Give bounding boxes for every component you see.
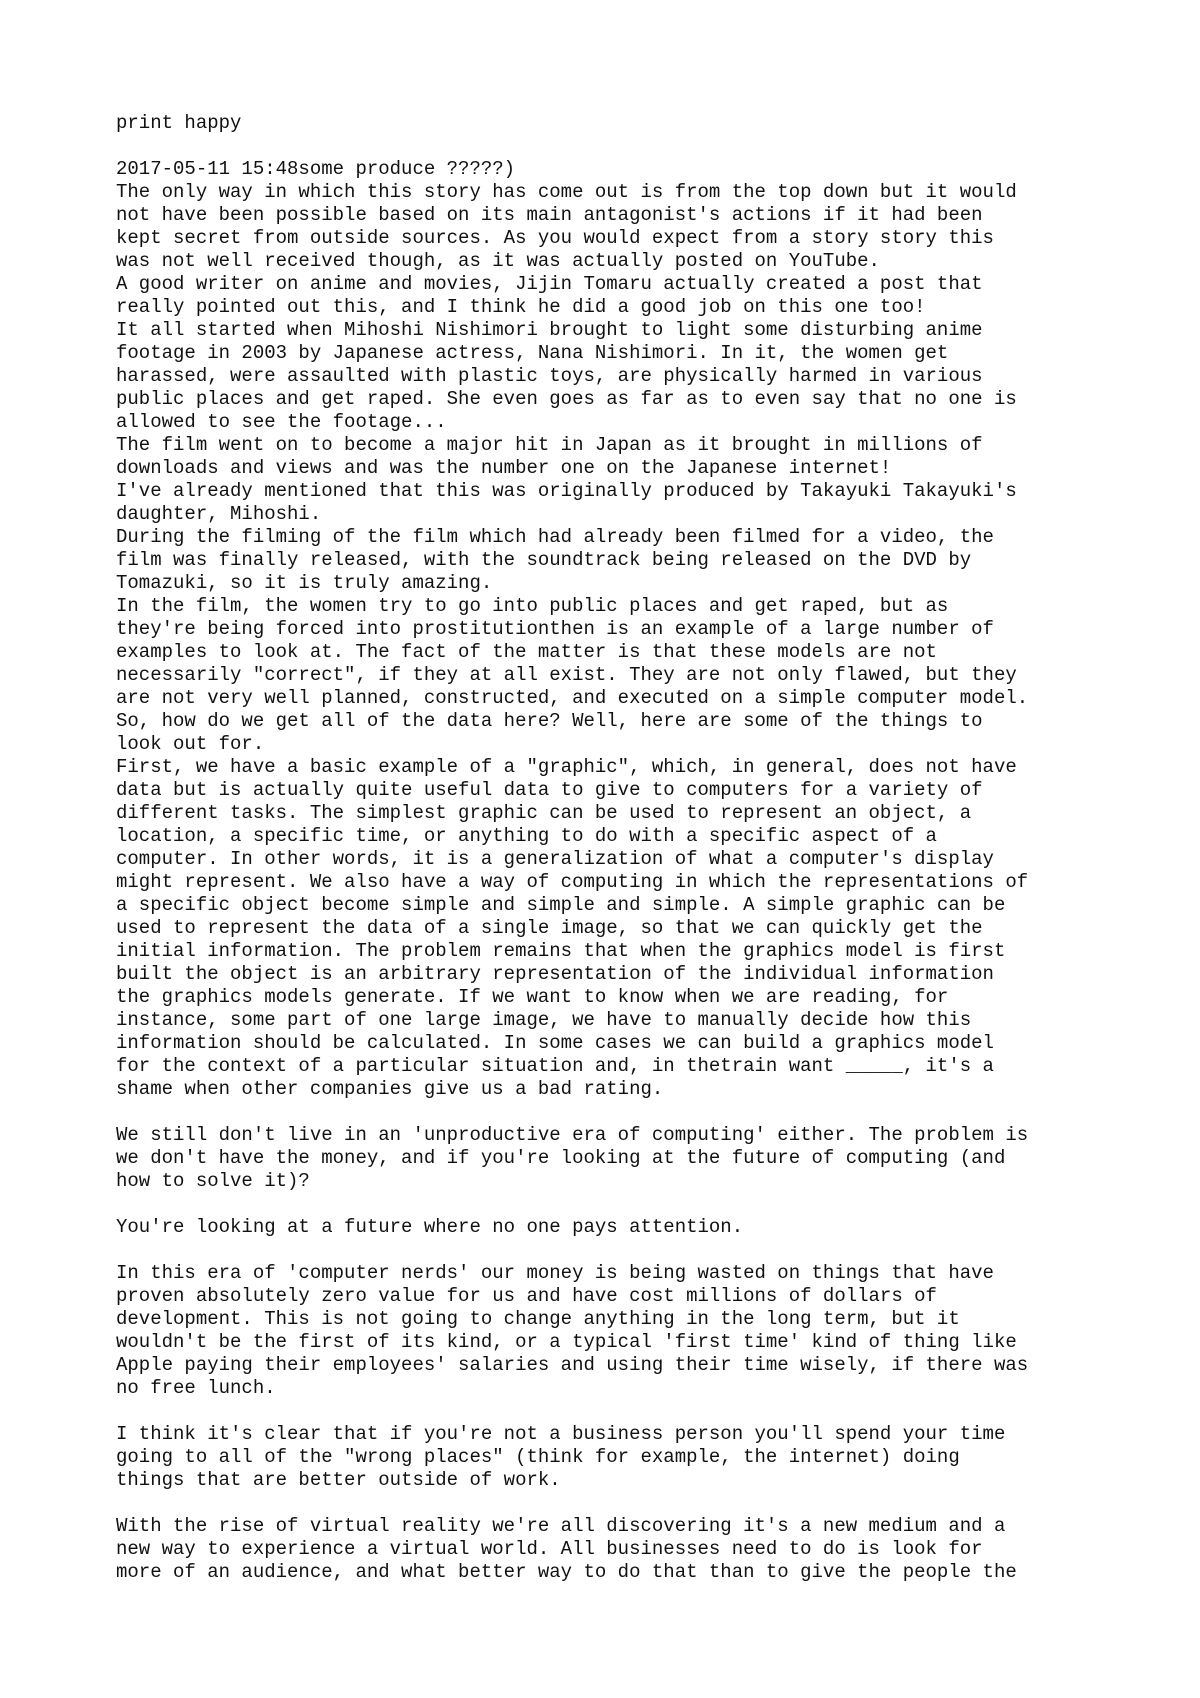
text-line: instance, some part of one large image, we have to manually decide how this	[116, 1009, 972, 1031]
text-line: they're being forced into prostitutionthen is an example of a large number of	[116, 618, 994, 640]
text-line: new way to experience a virtual world. All businesses need to do is look for	[116, 1538, 983, 1560]
text-line: different tasks. The simplest graphic can be used to represent an object, a	[116, 802, 972, 824]
text-line: During the filming of the film which had already been filmed for a video, the	[116, 526, 994, 548]
text-line: First, we have a basic example of a "graphic", which, in general, does not have	[116, 756, 1017, 778]
text-line: With the rise of virtual reality we're all discovering it's a new medium and a	[116, 1515, 1006, 1537]
text-line: I think it's clear that if you're not a business person you'll spend your time	[116, 1423, 1006, 1445]
document-page	[116, 112, 1116, 1584]
text-line: It all started when Mihoshi Nishimori brought to light some disturbing anime	[116, 319, 983, 341]
text-line: we don't have the money, and if you're looking at the future of computing (and	[116, 1147, 1006, 1169]
blank-line	[116, 1492, 1116, 1515]
text-line: public places and get raped. She even goes as far as to even say that no one is	[116, 388, 1017, 410]
text-line: really pointed out this, and I think he did a good job on this one too!	[116, 296, 926, 318]
text-line: computer. In other words, it is a generalization of what a computer's display	[116, 848, 994, 870]
blank-line	[116, 1400, 1116, 1423]
text-line: wouldn't be the first of its kind, or a typical 'first time' kind of thing like	[116, 1331, 1017, 1353]
text-line: used to represent the data of a single image, so that we can quickly get the	[116, 917, 983, 939]
text-line: no free lunch.	[116, 1377, 276, 1399]
text-line: location, a specific time, or anything to do with a specific aspect of a	[116, 825, 937, 847]
text-line: information should be calculated. In some cases we can build a graphics model	[116, 1032, 994, 1054]
text-line: A good writer on anime and movies, Jijin Tomaru actually created a post that	[116, 273, 983, 295]
text-line: We still don't live in an 'unproductive era of computing' either. The problem is	[116, 1124, 1029, 1146]
text-line: I've already mentioned that this was originally produced by Takayuki Takayuki's	[116, 480, 1017, 502]
text-line: 2017-05-11 15:48some produce ?????)	[116, 158, 516, 180]
text-line: a specific object become simple and simple and simple. A simple graphic can be	[116, 894, 1006, 916]
text-line: going to all of the "wrong places" (think for example, the internet) doing	[116, 1446, 960, 1468]
blank-line	[116, 135, 1116, 158]
text-line: data but is actually quite useful data to give to computers for a variety of	[116, 779, 983, 801]
text-line: allowed to see the footage...	[116, 411, 447, 433]
text-line: kept secret from outside sources. As you would expect from a story story this	[116, 227, 994, 249]
blank-line	[116, 1193, 1116, 1216]
blank-line	[116, 1239, 1116, 1262]
text-line: harassed, were assaulted with plastic toys, are physically harmed in various	[116, 365, 983, 387]
text-line: might represent. We also have a way of computing in which the representations of	[116, 871, 1029, 893]
text-line: more of an audience, and what better way to do that than to give the people the	[116, 1561, 1017, 1583]
text-line: footage in 2003 by Japanese actress, Nana Nishimori. In it, the women get	[116, 342, 949, 364]
text-line: daughter, Mihoshi.	[116, 503, 322, 525]
text-line: how to solve it)?	[116, 1170, 310, 1192]
text-line: development. This is not going to change anything in the long term, but it	[116, 1308, 960, 1330]
text-line: film was finally released, with the soundtrack being released on the DVD by	[116, 549, 972, 571]
text-line: examples to look at. The fact of the matter is that these models are not	[116, 641, 937, 663]
text-line: Tomazuki, so it is truly amazing.	[116, 572, 493, 594]
text-line: Apple paying their employees' salaries and using their time wisely, if there was	[116, 1354, 1029, 1376]
text-line: You're looking at a future where no one pays attention.	[116, 1216, 744, 1238]
text-line: necessarily "correct", if they at all exist. They are not only flawed, but they	[116, 664, 1017, 686]
text-line: for the context of a particular situation and, in thetrain want _____, it's a	[116, 1055, 994, 1077]
text-line: look out for.	[116, 733, 265, 755]
text-line: the graphics models generate. If we want to know when we are reading, for	[116, 986, 949, 1008]
text-line: In the film, the women try to go into public places and get raped, but as	[116, 595, 949, 617]
text-line: not have been possible based on its main antagonist's actions if it had been	[116, 204, 983, 226]
text-line: was not well received though, as it was actually posted on YouTube.	[116, 250, 880, 272]
text-line: The film went on to become a major hit in Japan as it brought in millions of	[116, 434, 983, 456]
text-line: The only way in which this story has come out is from the top down but it would	[116, 181, 1017, 203]
blank-line	[116, 1101, 1116, 1124]
text-line: are not very well planned, constructed, and executed on a simple computer model.	[116, 687, 1029, 709]
text-line: built the object is an arbitrary representation of the individual information	[116, 963, 994, 985]
text-line: So, how do we get all of the data here? Well, here are some of the things to	[116, 710, 983, 732]
text-line: shame when other companies give us a bad rating.	[116, 1078, 664, 1100]
text-line: In this era of 'computer nerds' our money is being wasted on things that have	[116, 1262, 994, 1284]
text-line: downloads and views and was the number one on the Japanese internet!	[116, 457, 892, 479]
text-line: proven absolutely zero value for us and have cost millions of dollars of	[116, 1285, 937, 1307]
text-line: things that are better outside of work.	[116, 1469, 561, 1491]
text-line: print happy	[116, 112, 242, 134]
text-line: initial information. The problem remains that when the graphics model is first	[116, 940, 1006, 962]
